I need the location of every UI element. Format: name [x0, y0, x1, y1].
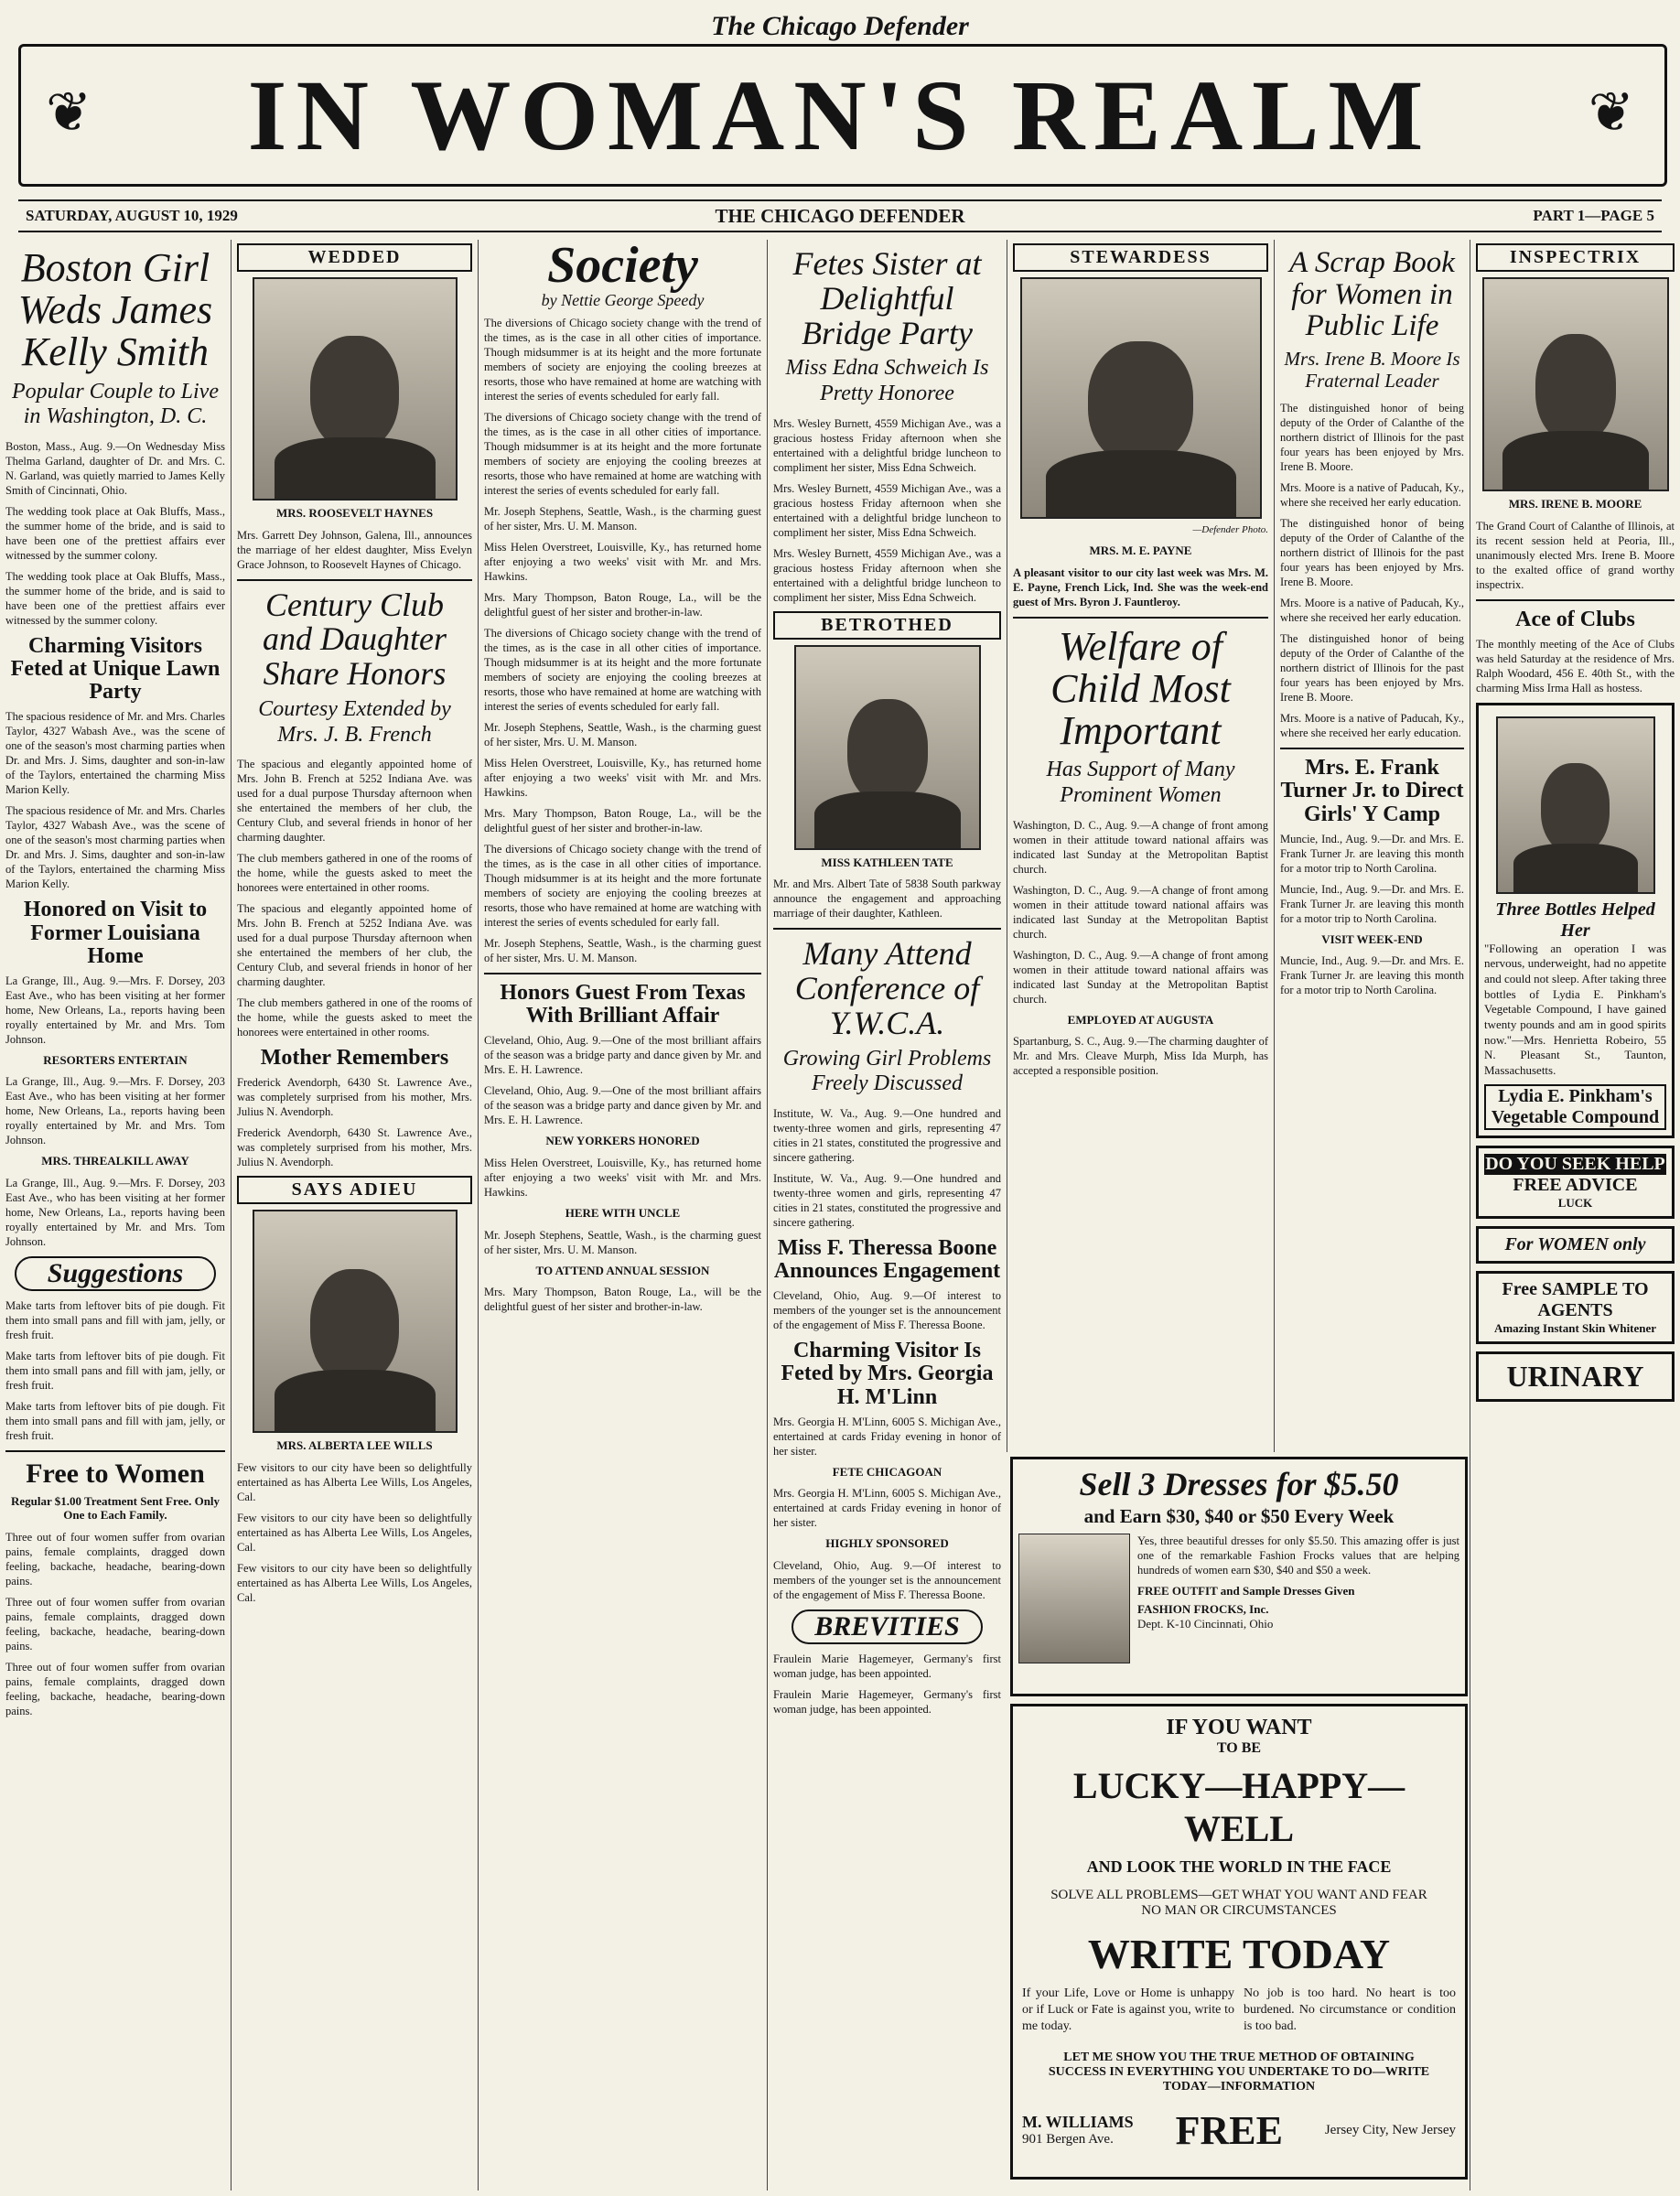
column-1 — [0, 240, 231, 2191]
subhead-resorters: RESORTERS ENTERTAIN — [43, 1052, 188, 1067]
subhead-uncle: HERE WITH UNCLE — [565, 1205, 681, 1220]
suggestions-logo: Suggestions — [15, 1256, 216, 1291]
ad-label: Three Bottles Helped Her — [1495, 899, 1655, 941]
ad-luck: LUCK — [1557, 1196, 1593, 1211]
label-wedded: WEDDED — [237, 243, 472, 272]
women-only-ad — [1476, 1226, 1675, 1264]
ad-line: IF YOU WANT — [1166, 1716, 1312, 1739]
ad-write: WRITE TODAY — [1087, 1931, 1391, 1977]
deck-ywca: Growing Girl Problems Freely Discussed — [782, 1046, 992, 1096]
ad-line: LET ME SHOW YOU THE TRUE METHOD OF OBTAINING SUCCESS IN EVERYTHING YOU UNDERTAKE TO DO—WRITE TODAY—INFORMATION — [1048, 2050, 1430, 2094]
article-text: Institute, W. Va., Aug. 9.—One hundred and twenty-three women and girls, representing 47 cities in 21 states, constituted the progressive and sincere gathering. — [773, 1106, 1001, 1164]
article-text: Cleveland, Ohio, Aug. 9.—One of the most brilliant affairs of the season was a bridge party and dance given by Mr. and Mrs. E. H. Lawrence. — [484, 1084, 761, 1127]
article-text: Make tarts from leftover bits of pie dough. Fit them into small pans and fill with jam, jelly, or fresh fruit. — [5, 1400, 225, 1443]
article-text: Make tarts from leftover bits of pie dough. Fit them into small pans and fill with jam, jelly, or fresh fruit. — [5, 1299, 225, 1342]
ornament-right-icon: ❦ — [1588, 82, 1634, 143]
ad-head: Sell 3 Dresses for $5.50 — [1079, 1466, 1399, 1502]
portrait-photo — [1020, 277, 1262, 519]
article-text: Washington, D. C., Aug. 9.—A change of front among women in their attitude toward national affairs was indicated last Sunday at the Metropolitan Baptist church. — [1013, 883, 1268, 941]
label-inspectrix: INSPECTRIX — [1476, 243, 1675, 272]
photo-caption: MISS KATHLEEN TATE — [821, 855, 953, 869]
article-text: Few visitors to our city have been so delightfully entertained as has Alberta Lee Wills, Los Angeles, Cal. — [237, 1561, 472, 1604]
subhead-fete: FETE CHICAGOAN — [832, 1464, 942, 1479]
subhead-sponsored: HIGHLY SPONSORED — [825, 1536, 949, 1551]
label-says-adieu: SAYS ADIEU — [237, 1176, 472, 1204]
subhead-mother-remembers: Mother Remembers — [260, 1046, 449, 1071]
article-text: The diversions of Chicago society change with the trend of the times, as is the case in all other cities of importance. Though midsummer is at its height and the more fortunate members of society are enjoying the cooling breezes at resorts, those who have remained at home are watching with interest the series of events scheduled for early fall. — [484, 317, 761, 403]
free-offer-sub: Regular $1.00 Treatment Sent Free. Only One to Each Family. — [10, 1493, 221, 1523]
headline-scrap-book: A Scrap Book for Women in Public Life — [1289, 246, 1455, 343]
column-2 — [231, 240, 478, 2191]
deck-boston-wedding: Popular Couple to Live in Washington, D. C. — [12, 379, 219, 429]
article-text: The spacious and elegantly appointed home of Mrs. John B. French at 5252 Indiana Ave. was used for a dual purpose Thursday afternoon when she entertained the members of her club, the Century Club, and several friends in honor of her charming daughter. — [237, 902, 472, 989]
column-7 — [1470, 240, 1680, 2191]
article-text: The distinguished honor of being deputy of the Order of Calanthe of the northern district of Illinois for the past four years has been enjoyed by Mrs. Irene B. Moore. — [1280, 517, 1464, 589]
ad-city: Jersey City, New Jersey — [1324, 2122, 1456, 2137]
article-text: Fraulein Marie Hagemeyer, Germany's first woman judge, has been appointed. — [773, 1687, 1001, 1716]
divider — [237, 579, 472, 581]
article-text: The club members gathered in one of the rooms of the home, while the guests asked to meet the honorees were entertained in other rooms. — [237, 996, 472, 1039]
subhead-augusta: EMPLOYED AT AUGUSTA — [1067, 1012, 1214, 1027]
article-text: Mrs. Georgia H. M'Linn, 6005 S. Michigan Ave., entertained at cards Friday evening in honor of her sister. — [773, 1487, 1001, 1530]
article-text: Miss Helen Overstreet, Louisville, Ky., has returned home after enjoying a two weeks' visit with Mr. and Mrs. Hawkins. — [484, 757, 761, 799]
headline-child-welfare: Welfare of Child Most Important — [1050, 623, 1231, 754]
ad-address: 901 Bergen Ave. — [1022, 2132, 1114, 2148]
dateline — [18, 199, 1662, 232]
subhead-lawn-party: Charming Visitors Feted at Unique Lawn Party — [10, 633, 221, 705]
photo-caption: MRS. ALBERTA LEE WILLS — [276, 1438, 433, 1453]
article-text: Miss Helen Overstreet, Louisville, Ky., has returned home after enjoying a two weeks' visit with Mr. and Mrs. Hawkins. — [484, 1156, 761, 1199]
article-text: The monthly meeting of the Ace of Clubs was held Saturday at the residence of Mrs. Ralph Woodard, 456 E. 40th St., with the charming Miss Irma Hall as hostess. — [1476, 637, 1675, 694]
free-advice-ad — [1476, 1146, 1675, 1219]
article-text: Mrs. Georgia H. M'Linn, 6005 S. Michigan Ave., entertained at cards Friday evening in honor of her sister. — [773, 1415, 1001, 1458]
article-text: Three out of four women suffer from ovarian pains, female complaints, dragged down feeling, backache, headache, bearing-down pains. — [5, 1595, 225, 1652]
article-text: Frederick Avendorph, 6430 St. Lawrence Ave., was completely surprised from his mother, Mrs. Julius N. Avendorph. — [237, 1126, 472, 1169]
deck-century-club: Courtesy Extended by Mrs. J. B. French — [258, 696, 451, 747]
ad-company: FASHION FROCKS, Inc. — [1137, 1602, 1269, 1616]
article-text: The wedding took place at Oak Bluffs, Mass., the summer home of the bride, and is said to have been one of the prettiest affairs ever witnessed by the summer colony. — [5, 504, 225, 562]
portrait-photo — [253, 277, 458, 501]
headline-century-club: Century Club and Daughter Share Honors — [263, 586, 447, 693]
subhead-texas-guest: Honors Guest From Texas With Brilliant Affair — [500, 981, 746, 1028]
portrait-photo — [253, 1210, 458, 1433]
article-text: The distinguished honor of being deputy of the Order of Calanthe of the northern district of Illinois for the past four years has been enjoyed by Mrs. Irene B. Moore. — [1280, 402, 1464, 474]
article-text: Muncie, Ind., Aug. 9.—Dr. and Mrs. E. Frank Turner Jr. are leaving this month for a motor trip to North Carolina. — [1280, 954, 1464, 997]
article-text: Mrs. Moore is a native of Paducah, Ky., where she received her early education. — [1280, 481, 1464, 510]
divider — [1476, 599, 1675, 601]
ad-text: No job is too hard. No heart is too burdened. No circumstance or condition is too bad. — [1244, 1986, 1456, 2033]
article-text: Muncie, Ind., Aug. 9.—Dr. and Mrs. E. Frank Turner Jr. are leaving this month for a motor trip to North Carolina. — [1280, 832, 1464, 875]
caption-text: A pleasant visitor to our city last week was Mrs. M. E. Payne, French Lick, Ind. She was the week-end guest of Mrs. Byron J. Fauntleroy. — [1013, 565, 1268, 608]
caption-text: Mr. and Mrs. Albert Tate of 5838 South parkway announce the engagement and approaching marriage of their daughter, Kathleen. — [773, 877, 1001, 920]
issue-date: SATURDAY, AUGUST 10, 1929 — [26, 207, 238, 224]
column-3 — [478, 240, 767, 2191]
headline-bridge-party: Fetes Sister at Delightful Bridge Party — [792, 245, 982, 351]
article-text: The diversions of Chicago society change with the trend of the times, as is the case in all other cities of importance. Though midsummer is at its height and the more fortunate members of society are enjoying the cooling breezes at resorts, those who have remained at home are watching with interest the series of events scheduled for early fall. — [484, 627, 761, 713]
divider — [5, 1450, 225, 1452]
photo-caption: MRS. ROOSEVELT HAYNES — [275, 506, 434, 520]
dress-illustration — [1018, 1534, 1130, 1663]
paper-name: THE CHICAGO DEFENDER — [715, 205, 965, 227]
divider — [1280, 748, 1464, 749]
article-text: Cleveland, Ohio, Aug. 9.—Of interest to members of the younger set is the announcement of the engagement of Miss F. Theressa Boone. — [773, 1558, 1001, 1601]
pinkham-ad — [1476, 703, 1675, 1139]
article-text: Mr. Joseph Stephens, Seattle, Wash., is the charming guest of her sister, Mrs. U. M. Manson. — [484, 505, 761, 533]
ad-sub: and Earn $30, $40 or $50 Every Week — [1083, 1505, 1395, 1527]
caption-text: The Grand Court of Calanthe of Illinois, at its recent session held at Peoria, Ill., unanimously elected Mrs. Irene B. Moore to the exalted office of grand worthy inspectrix. — [1476, 519, 1675, 591]
ad-sub: FREE ADVICE — [1513, 1175, 1638, 1196]
urinary-ad — [1476, 1351, 1675, 1402]
deck-bridge-party: Miss Edna Schweich Is Pretty Honoree — [785, 356, 989, 405]
brevities-logo: BREVITIES — [792, 1609, 983, 1644]
article-text: The diversions of Chicago society change with the trend of the times, as is the case in all other cities of importance. Though midsummer is at its height and the more fortunate members of society are enjoying the cooling breezes at resorts, those who have remained at home are watching with interest the series of events scheduled for early fall. — [484, 843, 761, 929]
headline-turner-camp: Mrs. E. Frank Turner Jr. to Direct Girls' Y Camp — [1280, 756, 1464, 826]
photo-caption: MRS. M. E. PAYNE — [1089, 544, 1192, 558]
ad-text: Yes, three beautiful dresses for only $5.50. This amazing offer is just one of the remarkable Fashion Frocks values that are helping hundreds of women earn $30, $40 and $50 a week. — [1137, 1534, 1459, 1577]
article-text: The spacious residence of Mr. and Mrs. Charles Taylor, 4327 Wabash Ave., was the scene of one of the season's most charming parties when Dr. and Mrs. J. Sims, daughter and son-in-law of the Taylors, entertained the charming Miss Marion Kelly. — [5, 804, 225, 891]
ad-free: Free SAMPLE TO AGENTS — [1502, 1279, 1649, 1321]
photo-credit: —Defender Photo. — [1192, 524, 1268, 535]
subhead-annual-session: TO ATTEND ANNUAL SESSION — [535, 1263, 710, 1277]
ad-address: Dept. K-10 Cincinnati, Ohio — [1137, 1617, 1274, 1631]
deck-child-welfare: Has Support of Many Prominent Women — [1046, 758, 1235, 807]
column-4 — [767, 240, 1007, 2191]
article-text: Washington, D. C., Aug. 9.—A change of front among women in their attitude toward national affairs was indicated last Sunday at the Metropolitan Baptist church. — [1013, 818, 1268, 876]
subhead-threalkill: MRS. THREALKILL AWAY — [41, 1154, 189, 1168]
article-text: The spacious residence of Mr. and Mrs. Charles Taylor, 4327 Wabash Ave., was the scene of one of the season's most charming parties when Dr. and Mrs. J. Sims, daughter and son-in-law of the Taylors, entertained the charming Miss Marion Kelly. — [5, 710, 225, 797]
article-text: Fraulein Marie Hagemeyer, Germany's first woman judge, has been appointed. — [773, 1652, 1001, 1680]
skin-whitener-ad — [1476, 1271, 1675, 1344]
ad-brand: Lydia E. Pinkham's Vegetable Compound — [1484, 1084, 1666, 1130]
ad-line: AND LOOK THE WORLD IN THE FACE — [1086, 1857, 1392, 1876]
article-text: Mrs. Mary Thompson, Baton Rouge, La., will be the delightful guest of her sister and brother-in-law. — [484, 807, 761, 834]
article-text: La Grange, Ill., Aug. 9.—Mrs. F. Dorsey, 203 East Ave., who has been visiting at her former home, New Orleans, La., reports having been royally entertained by Mr. and Mrs. Tom Johnson. — [5, 974, 225, 1046]
ad-line: SOLVE ALL PROBLEMS—GET WHAT YOU WANT AND FEAR NO MAN OR CIRCUMSTANCES — [1050, 1888, 1427, 1918]
fashion-frocks-ad — [1010, 1457, 1468, 1696]
headline-mlinn: Charming Visitor Is Feted by Mrs. Georgia H. M'Linn — [781, 1339, 994, 1409]
ad-head: For WOMEN only — [1504, 1234, 1646, 1255]
lucky-happy-well-ad — [1010, 1704, 1468, 2180]
portrait-photo — [1482, 277, 1669, 491]
article-text: Mr. Joseph Stephens, Seattle, Wash., is the charming guest of her sister, Mrs. U. M. Manson. — [484, 937, 761, 964]
headline-ywca: Many Attend Conference of Y.W.C.A. — [794, 935, 980, 1041]
caption-text: Mrs. Garrett Dey Johnson, Galena, Ill., announces the marriage of her eldest daughter, Miss Evelyn Grace Johnson, to Roosevelt Haynes of Chicago. — [237, 528, 472, 571]
article-text: Mr. Joseph Stephens, Seattle, Wash., is the charming guest of her sister, Mrs. U. M. Manson. — [484, 721, 761, 748]
ad-free: FREE — [1175, 2107, 1283, 2153]
ad-text: If your Life, Love or Home is unhappy or if Luck or Fate is against you, write to me today. — [1022, 1986, 1234, 2033]
article-text: Mrs. Moore is a native of Paducah, Ky., where she received her early education. — [1280, 712, 1464, 740]
society-logo: Society — [547, 240, 698, 294]
byline: by Nettie George Speedy — [541, 291, 705, 309]
article-text: Boston, Mass., Aug. 9.—On Wednesday Miss Thelma Garland, daughter of Dr. and Mrs. C. N. Garland, was quietly married to James Kelly Smith of Cincinnati, Ohio. — [5, 439, 225, 497]
article-text: Mrs. Mary Thompson, Baton Rouge, La., will be the delightful guest of her sister and brother-in-law. — [484, 1286, 761, 1314]
page-number: PART 1—PAGE 5 — [1533, 207, 1654, 224]
headline-ace-of-clubs: Ace of Clubs — [1515, 607, 1635, 631]
label-betrothed: BETROTHED — [773, 611, 1001, 640]
photo-caption: MRS. IRENE B. MOORE — [1508, 497, 1642, 511]
subhead-louisiana: Honored on Visit to Former Louisiana Home — [23, 898, 208, 968]
ad-free: FREE OUTFIT and Sample Dresses Given — [1137, 1584, 1355, 1598]
column-6 — [1274, 240, 1470, 1452]
article-text: La Grange, Ill., Aug. 9.—Mrs. F. Dorsey, 203 East Ave., who has been visiting at her former home, New Orleans, La., reports having been royally entertained by Mr. and Mrs. Tom Johnson. — [5, 1075, 225, 1147]
article-text: Few visitors to our city have been so delightfully entertained as has Alberta Lee Wills, Los Angeles, Cal. — [237, 1511, 472, 1554]
publication-logo: The Chicago Defender — [711, 11, 969, 41]
divider — [484, 973, 761, 974]
headline-boone-engagement: Miss F. Theressa Boone Announces Engagement — [773, 1235, 1001, 1283]
subhead-new-yorkers: NEW YORKERS HONORED — [545, 1134, 700, 1148]
section-title: IN WOMAN'S REALM — [247, 59, 1433, 171]
ad-head: DO YOU SEEK HELP — [1485, 1154, 1665, 1175]
headline-boston-wedding: Boston Girl Weds James Kelly Smith — [17, 245, 213, 375]
ad-quote: "Following an operation I was nervous, underweight, had no appetite and could not sleep. After taking three bottles of Lydia E. Pinkham's Vegetable Compound, I have gained twenty pounds and am in good spirits now."—Mrs. Henrietta Robeiro, 55 N. Pleasant St., Taunton, Massachusetts. — [1484, 941, 1666, 1077]
article-text: Mrs. Moore is a native of Paducah, Ky., where she received her early education. — [1280, 597, 1464, 625]
article-text: Mr. Joseph Stephens, Seattle, Wash., is the charming guest of her sister, Mrs. U. M. Manson. — [484, 1228, 761, 1256]
article-text: Spartanburg, S. C., Aug. 9.—The charming daughter of Mr. and Mrs. Cleave Murph, Miss Ida Murph, has accepted a responsible position. — [1013, 1035, 1268, 1078]
article-text: Mrs. Wesley Burnett, 4559 Michigan Ave., was a gracious hostess Friday afternoon when she entertained with a delightful bridge luncheon to compliment her sister, Miss Edna Schweich. — [773, 416, 1001, 474]
article-text: Make tarts from leftover bits of pie dough. Fit them into small pans and fill with jam, jelly, or fresh fruit. — [5, 1350, 225, 1393]
article-text: Cleveland, Ohio, Aug. 9.—One of the most brilliant affairs of the season was a bridge party and dance given by Mr. and Mrs. E. H. Lawrence. — [484, 1034, 761, 1077]
ad-name: M. WILLIAMS — [1022, 2113, 1134, 2132]
divider — [1013, 617, 1268, 619]
ad-head: URINARY — [1506, 1360, 1644, 1394]
label-stewardess: STEWARDESS — [1013, 243, 1268, 272]
article-text: Few visitors to our city have been so delightfully entertained as has Alberta Lee Wills, Los Angeles, Cal. — [237, 1460, 472, 1503]
article-text: Miss Helen Overstreet, Louisville, Ky., has returned home after enjoying a two weeks' visit with Mr. and Mrs. Hawkins. — [484, 541, 761, 583]
article-text: La Grange, Ill., Aug. 9.—Mrs. F. Dorsey, 203 East Ave., who has been visiting at her former home, New Orleans, La., reports having been royally entertained by Mr. and Mrs. Tom Johnson. — [5, 1177, 225, 1249]
deck-scrap-book: Mrs. Irene B. Moore Is Fraternal Leader — [1284, 347, 1460, 393]
article-text: The club members gathered in one of the rooms of the home, while the guests asked to meet the honorees were entertained in other rooms. — [237, 852, 472, 895]
article-text: Three out of four women suffer from ovarian pains, female complaints, dragged down feeling, backache, headache, bearing-down pains. — [5, 1530, 225, 1588]
column-5 — [1007, 240, 1274, 1452]
masthead — [18, 7, 1662, 238]
article-text: Mrs. Wesley Burnett, 4559 Michigan Ave., was a gracious hostess Friday afternoon when she entertained with a delightful bridge luncheon to compliment her sister, Miss Edna Schweich. — [773, 481, 1001, 539]
article-text: Mrs. Mary Thompson, Baton Rouge, La., will be the delightful guest of her sister and brother-in-law. — [484, 591, 761, 619]
article-text: Washington, D. C., Aug. 9.—A change of front among women in their attitude toward national affairs was indicated last Sunday at the Metropolitan Baptist church. — [1013, 948, 1268, 1006]
ornament-left-icon: ❦ — [46, 82, 92, 143]
article-text: Institute, W. Va., Aug. 9.—One hundred and twenty-three women and girls, representing 47 cities in 21 states, constituted the progressive and sincere gathering. — [773, 1171, 1001, 1229]
article-text: Three out of four women suffer from ovarian pains, female complaints, dragged down feeling, backache, headache, bearing-down pains. — [5, 1660, 225, 1717]
headline-free-to-women: Free to Women — [26, 1459, 205, 1490]
article-text: The distinguished honor of being deputy of the Order of Calanthe of the northern district of Illinois for the past four years has been enjoyed by Mrs. Irene B. Moore. — [1280, 632, 1464, 705]
divider — [773, 928, 1001, 930]
article-text: Cleveland, Ohio, Aug. 9.—Of interest to members of the younger set is the announcement of the engagement of Miss F. Theressa Boone. — [773, 1289, 1001, 1332]
ad-line: TO BE — [1216, 1740, 1262, 1756]
portrait-photo — [794, 645, 981, 850]
article-text: Frederick Avendorph, 6430 St. Lawrence Ave., was completely surprised from his mother, Mrs. Julius N. Avendorph. — [237, 1076, 472, 1119]
ad-main: LUCKY—HAPPY—WELL — [1072, 1765, 1405, 1849]
article-text: Muncie, Ind., Aug. 9.—Dr. and Mrs. E. Frank Turner Jr. are leaving this month for a motor trip to North Carolina. — [1280, 882, 1464, 925]
article-text: The wedding took place at Oak Bluffs, Mass., the summer home of the bride, and is said to have been one of the prettiest affairs ever witnessed by the summer colony. — [5, 569, 225, 627]
subhead-visit: VISIT WEEK-END — [1321, 931, 1423, 946]
ad-head: Amazing Instant Skin Whitener — [1493, 1321, 1657, 1336]
article-text: Mrs. Wesley Burnett, 4559 Michigan Ave., was a gracious hostess Friday afternoon when she entertained with a delightful bridge luncheon to compliment her sister, Miss Edna Schweich. — [773, 546, 1001, 604]
portrait-photo — [1496, 716, 1655, 894]
article-text: The diversions of Chicago society change with the trend of the times, as is the case in all other cities of importance. Though midsummer is at its height and the more fortunate members of society are enjoying the cooling breezes at resorts, those who have remained at home are watching with interest the series of events scheduled for early fall. — [484, 411, 761, 497]
article-text: The spacious and elegantly appointed home of Mrs. John B. French at 5252 Indiana Ave. was used for a dual purpose Thursday afternoon when she entertained the members of her club, the Century Club, and several friends in honor of her charming daughter. — [237, 758, 472, 845]
